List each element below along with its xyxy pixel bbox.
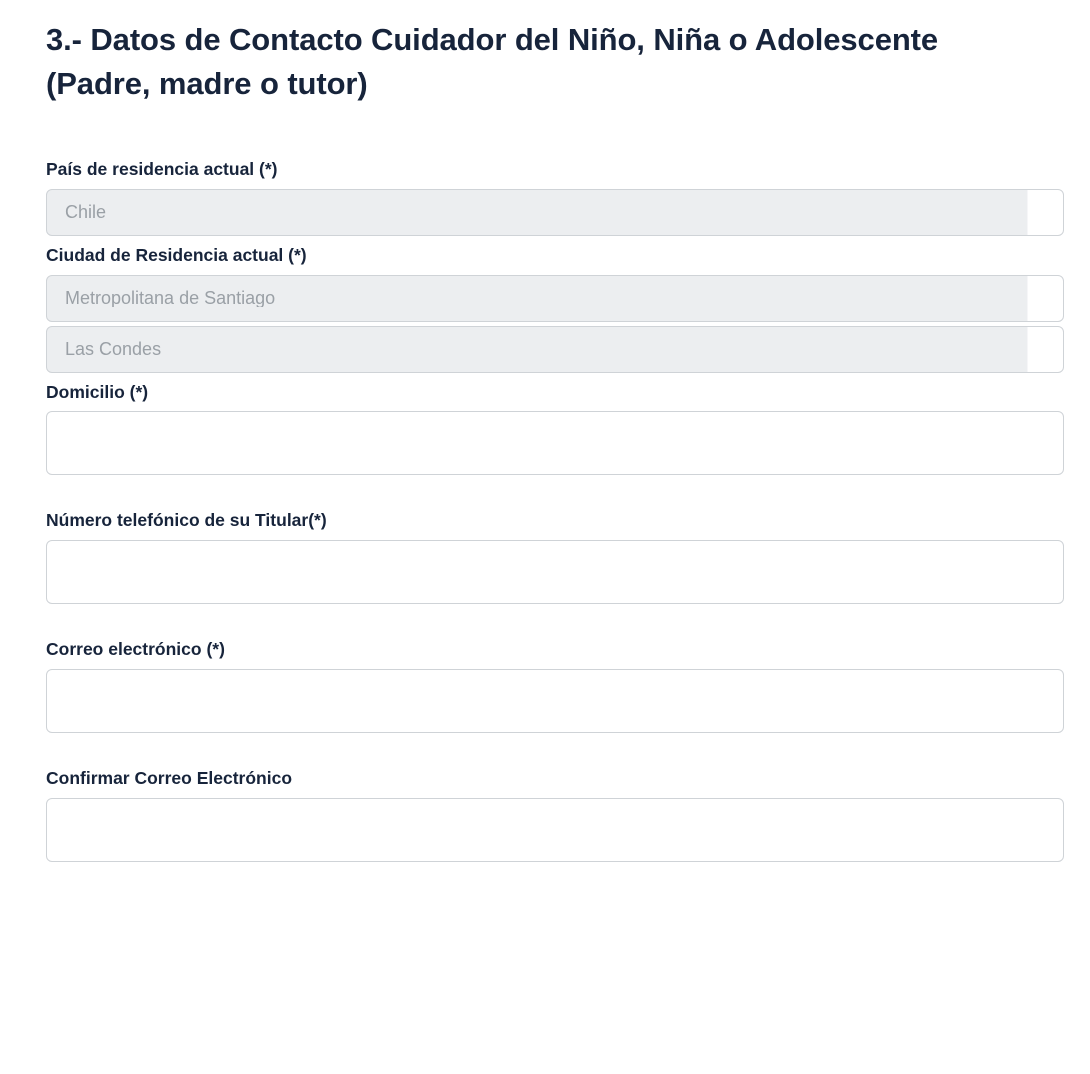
input-comuna-residencia-value: Las Condes	[65, 340, 162, 359]
input-numero-telefonico[interactable]	[46, 540, 1064, 604]
input-comuna-residencia[interactable]	[46, 326, 1064, 373]
input-pais-residencia[interactable]	[46, 189, 1064, 236]
label-confirmar-correo: Confirmar Correo Electrónico	[46, 767, 293, 788]
input-confirmar-correo[interactable]	[46, 798, 1064, 862]
label-numero-telefonico: Número telefónico de su Titular(*)	[46, 510, 327, 531]
form-fields	[46, 158, 1044, 862]
input-pais-residencia-value: Chile	[65, 203, 107, 222]
input-region-residencia[interactable]	[46, 275, 1064, 322]
label-domicilio: Domicilio (*)	[46, 381, 149, 402]
input-domicilio[interactable]	[46, 411, 1064, 475]
label-ciudad-residencia: Ciudad de Residencia actual (*)	[46, 244, 307, 265]
label-pais-residencia: País de residencia actual (*)	[46, 159, 278, 180]
input-region-residencia-value: Metropolitana de Santiago	[65, 289, 276, 308]
page-title: 3.- Datos de Contacto Cuidador del Niño, Niña o Adolescente (Padre, madre o tutor)	[46, 22, 939, 102]
label-correo-electronico: Correo electrónico (*)	[46, 639, 225, 660]
field-spacer	[46, 322, 1044, 326]
input-correo-electronico[interactable]	[46, 669, 1064, 733]
